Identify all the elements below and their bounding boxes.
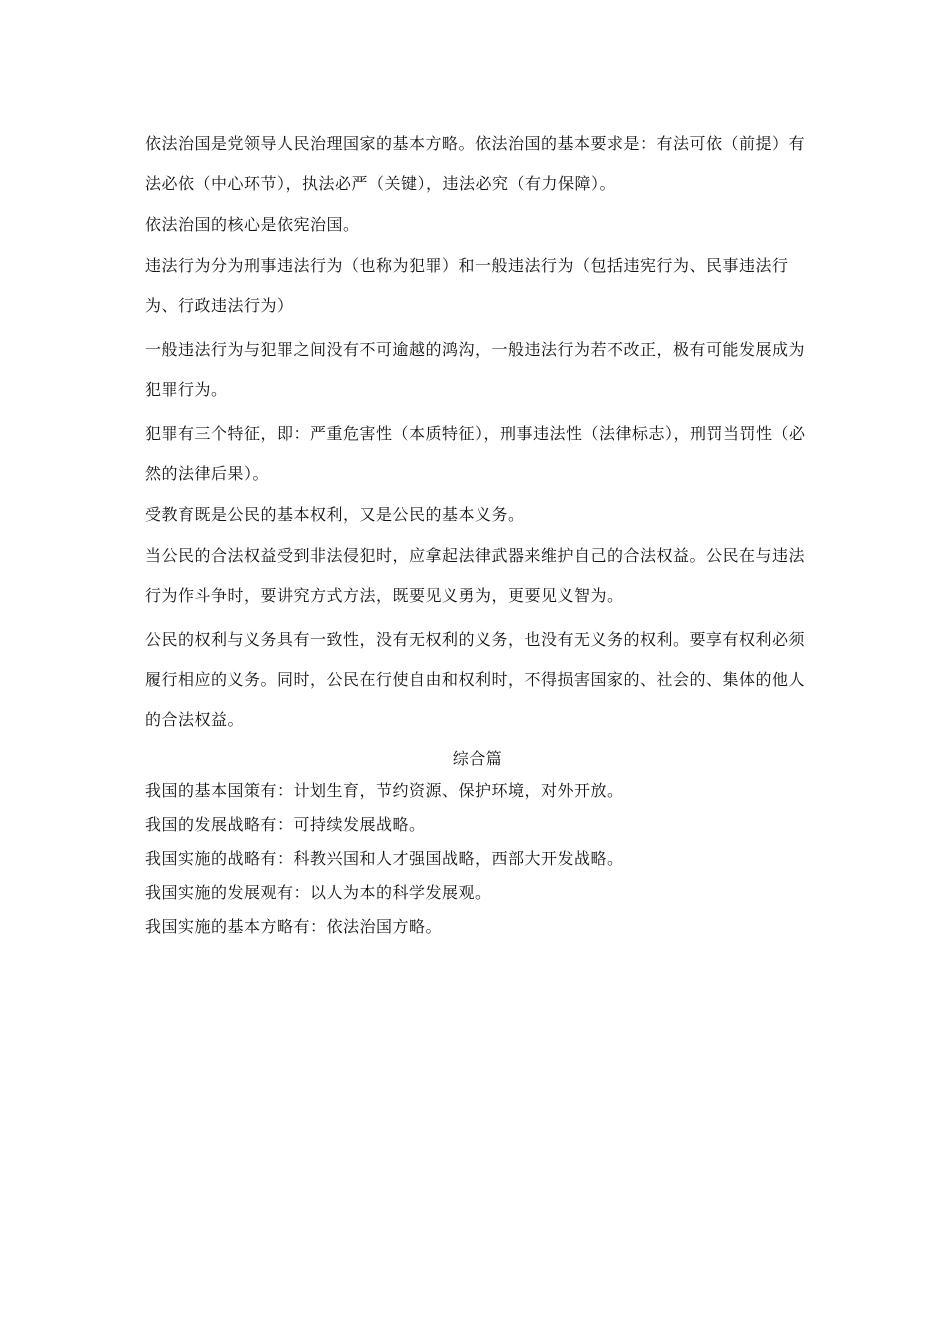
paragraph-rule-of-law: 依法治国是党领导人民治理国家的基本方略。依法治国的基本要求是：有法可依（前提）有法必依（中心环节），执法必严（关键），违法必究（有力保障）。 <box>145 134 806 193</box>
document-body <box>145 124 810 944</box>
summary-line-strategies: 我国实施的战略有：科教兴国和人才强国战略，西部大开发战略。 <box>145 849 624 868</box>
paragraph-general-illegal-acts: 一般违法行为与犯罪之间没有不可逾越的鸿沟，一般违法行为若不改正，极有可能发展成为犯罪行为。 <box>145 340 806 399</box>
paragraph-crime-features: 犯罪有三个特征，即：严重危害性（本质特征），刑事违法性（法律标志），刑罚当罚性（必然的法律后果）。 <box>145 424 806 483</box>
paragraph-legal-rights: 当公民的合法权益受到非法侵犯时，应拿起法律武器来维护自己的合法权益。公民在与违法行为作斗争时，要讲究方式方法，既要见义勇为，更要见义智为。 <box>145 546 806 605</box>
summary-line-policies: 我国的基本国策有：计划生育，节约资源、保护环境，对外开放。 <box>145 781 624 800</box>
summary-line-development-view: 我国实施的发展观有：以人为本的科学发展观。 <box>145 883 492 902</box>
paragraph-rights-duties: 公民的权利与义务具有一致性，没有无权利的义务，也没有无义务的权利。要享有权利必须履行相应的义务。同时，公民在行使自由和权利时，不得损害国家的、社会的、集体的他人的合法权益。 <box>145 630 806 729</box>
summary-line-basic-strategy: 我国实施的基本方略有：依法治国方略。 <box>145 917 443 936</box>
paragraph-education: 受教育既是公民的基本权利，又是公民的基本义务。 <box>145 505 525 524</box>
summary-line-development-strategy: 我国的发展战略有：可持续发展战略。 <box>145 815 426 834</box>
paragraph-illegal-acts: 违法行为分为刑事违法行为（也称为犯罪）和一般违法行为（包括违宪行为、民事违法行为、行政违法行为） <box>145 256 789 315</box>
section-title: 综合篇 <box>452 749 503 768</box>
paragraph-constitution-core: 依法治国的核心是依宪治国。 <box>145 215 360 234</box>
